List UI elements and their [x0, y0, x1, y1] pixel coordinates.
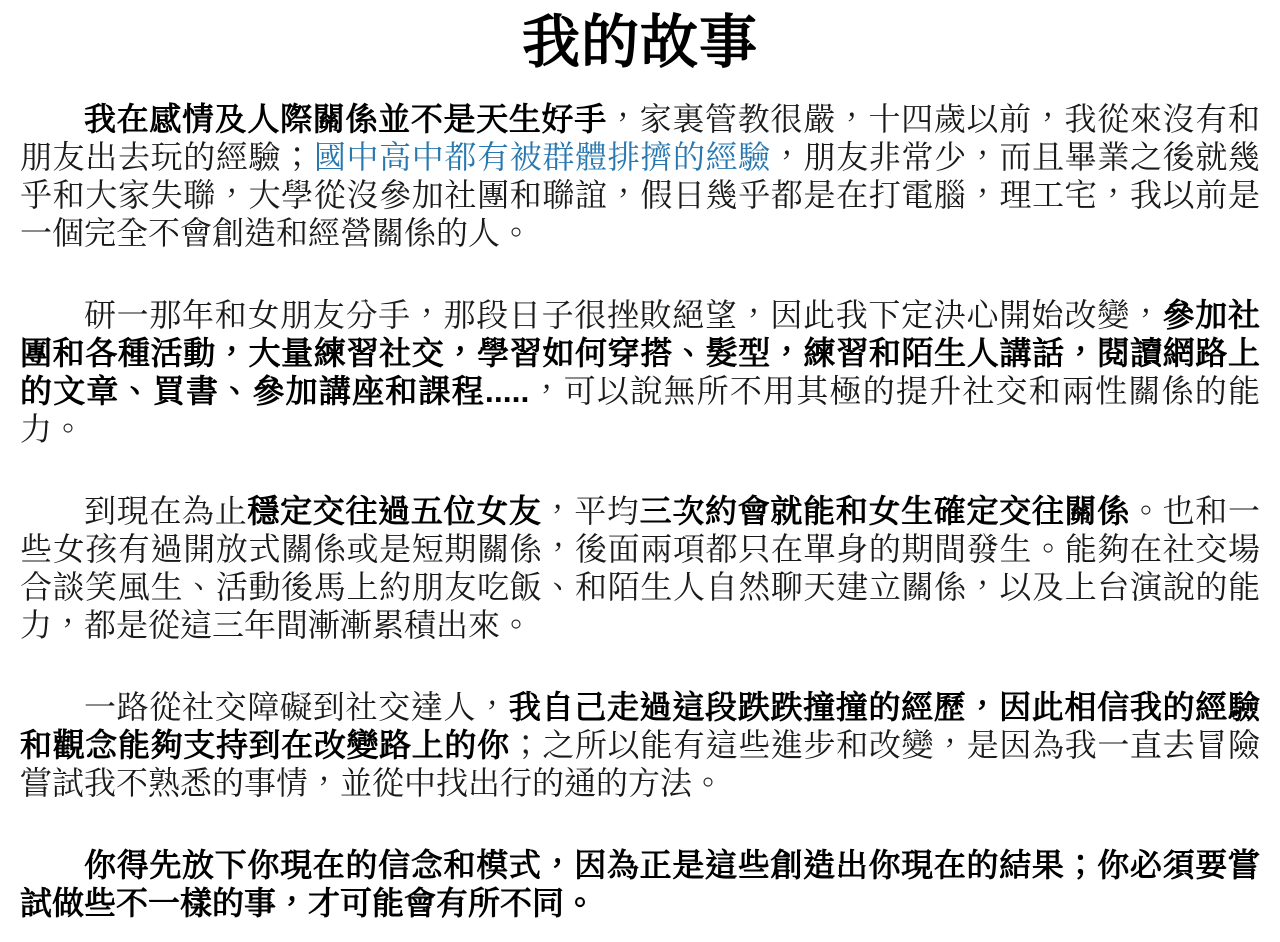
- article-body: [20, 100, 1260, 922]
- paragraph: [20, 296, 1260, 448]
- paragraph: [20, 492, 1260, 644]
- text-segment: 一路從社交障礙到社交達人，: [84, 689, 509, 725]
- text-segment: ，朋友非常少，而且畢業之後就幾乎和大家失聯，大學從沒參加社團和聯誼，假日幾乎都是在打電腦，理工宅，我以前是一個完全不會創造和經營關係的人。: [20, 139, 1260, 251]
- bold-text-segment: 穩定交往過五位女友: [247, 493, 542, 529]
- page-title: 我的故事: [521, 10, 758, 75]
- paragraph: [20, 100, 1260, 252]
- text-segment: ，家裏管教很嚴，十四歲以前，我從來沒有和朋友出去玩的經驗；: [20, 101, 1260, 175]
- bold-text-segment: 三次約會就能和女生確定交往關係: [639, 493, 1130, 529]
- text-segment: 研一那年和女朋友分手，那段日子很挫敗絕望，因此我下定決心開始改變，: [84, 297, 1163, 333]
- bold-text-segment: 我在感情及人際關係並不是天生好手: [84, 101, 607, 137]
- text-segment: ，可以說無所不用其極的提升社交和兩性關係的能力。: [20, 373, 1260, 447]
- paragraph: [20, 688, 1260, 802]
- text-segment: ；之所以能有這些進步和改變，是因為我一直去冒險嘗試我不熟悉的事情，並從中找出行的通的方法。: [20, 727, 1260, 801]
- text-segment: ，平均: [541, 493, 640, 529]
- text-segment: 到現在為止: [84, 493, 248, 529]
- inline-link[interactable]: 國中高中都有被群體排擠的經驗: [313, 139, 771, 175]
- paragraph: [20, 846, 1260, 922]
- bold-text-segment: 你得先放下你現在的信念和模式，因為正是這些創造出你現在的結果；你必須要嘗試做些不一樣的事，才可能會有所不同。: [20, 847, 1260, 921]
- text-segment: 。也和一些女孩有過開放式關係或是短期關係，後面兩項都只在單身的期間發生。能夠在社交場合談笑風生、活動後馬上約朋友吃飯、和陌生人自然聊天建立關係，以及上台演說的能力，都是從這三年間漸漸累積出來。: [20, 493, 1260, 643]
- bold-text-segment: 參加社團和各種活動，大量練習社交，學習如何穿搭、髮型，練習和陌生人講話，閱讀網路上的文章、買書、參加講座和課程.....: [20, 297, 1260, 409]
- bold-text-segment: 我自己走過這段跌跌撞撞的經歷，因此相信我的經驗和觀念能夠支持到在改變路上的你: [20, 689, 1260, 763]
